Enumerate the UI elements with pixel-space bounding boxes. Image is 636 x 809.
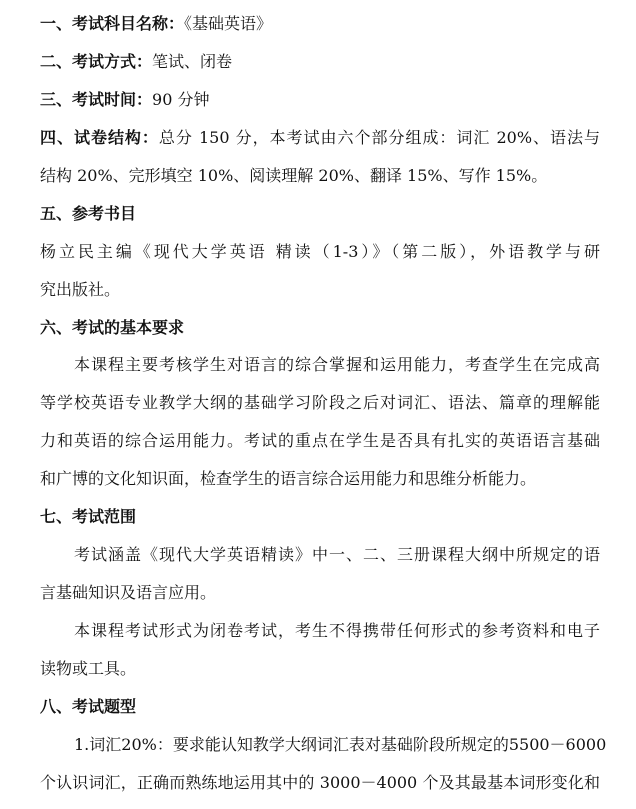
- paragraph-line: 个认识词汇，正确而熟练地运用其中的 3000－4000 个及其最基本词形变化和: [40, 773, 600, 792]
- section-value: 《基础英语》: [184, 14, 273, 33]
- paragraph-line: 本课程考试形式为闭卷考试，考生不得携带任何形式的参考资料和电子: [74, 621, 600, 640]
- paragraph-line: 言基础知识及语言应用。: [40, 583, 217, 602]
- section-value: 笔试、闭卷: [152, 52, 233, 71]
- section-label: 一、考试科目名称：: [40, 14, 185, 33]
- section-exam-time: [40, 90, 600, 110]
- paragraph-line: 和广博的文化知识面，检查学生的语言综合运用能力和思维分析能力。: [40, 469, 537, 488]
- section-value: 总分 150 分，本考试由六个部分组成：词汇 20%、语法与: [158, 128, 600, 147]
- section-label: 四、试卷结构：: [40, 128, 159, 147]
- section-exam-method: [40, 52, 600, 72]
- section-heading-exam-scope: 七、考试范围: [40, 507, 137, 526]
- section-heading-references: 五、参考书目: [40, 204, 137, 223]
- paragraph-line: 究出版社。: [40, 280, 121, 299]
- section-value: 90 分钟: [152, 90, 210, 109]
- section-exam-subject: [40, 14, 600, 34]
- paragraph-line: 读物或工具。: [40, 659, 137, 678]
- section-label: 三、考试时间：: [40, 90, 153, 109]
- section-heading-basic-requirements: 六、考试的基本要求: [40, 318, 185, 337]
- paragraph-line: 本课程主要考核学生对语言的综合掌握和运用能力，考查学生在完成高: [74, 355, 600, 374]
- paragraph-line: 等学校英语专业教学大纲的基础学习阶段之后对词汇、语法、篇章的理解能: [40, 393, 600, 412]
- paragraph-line: 杨立民主编《现代大学英语 精读（1-3）》（第二版），外语教学与研: [40, 242, 600, 261]
- section-label: 二、考试方式：: [40, 52, 153, 71]
- paragraph-line: 考试涵盖《现代大学英语精读》中一、二、三册课程大纲中所规定的语: [74, 545, 600, 564]
- paragraph-line: 1.词汇20%：要求能认知教学大纲词汇表对基础阶段所规定的5500－6000: [74, 735, 607, 754]
- section-paper-structure: [40, 128, 600, 148]
- paragraph-line: 结构 20%、完形填空 10%、阅读理解 20%、翻译 15%、写作 15%。: [40, 166, 548, 185]
- section-heading-question-types: 八、考试题型: [40, 697, 137, 716]
- paragraph-line: 力和英语的综合运用能力。考试的重点在学生是否具有扎实的英语语言基础: [40, 431, 600, 450]
